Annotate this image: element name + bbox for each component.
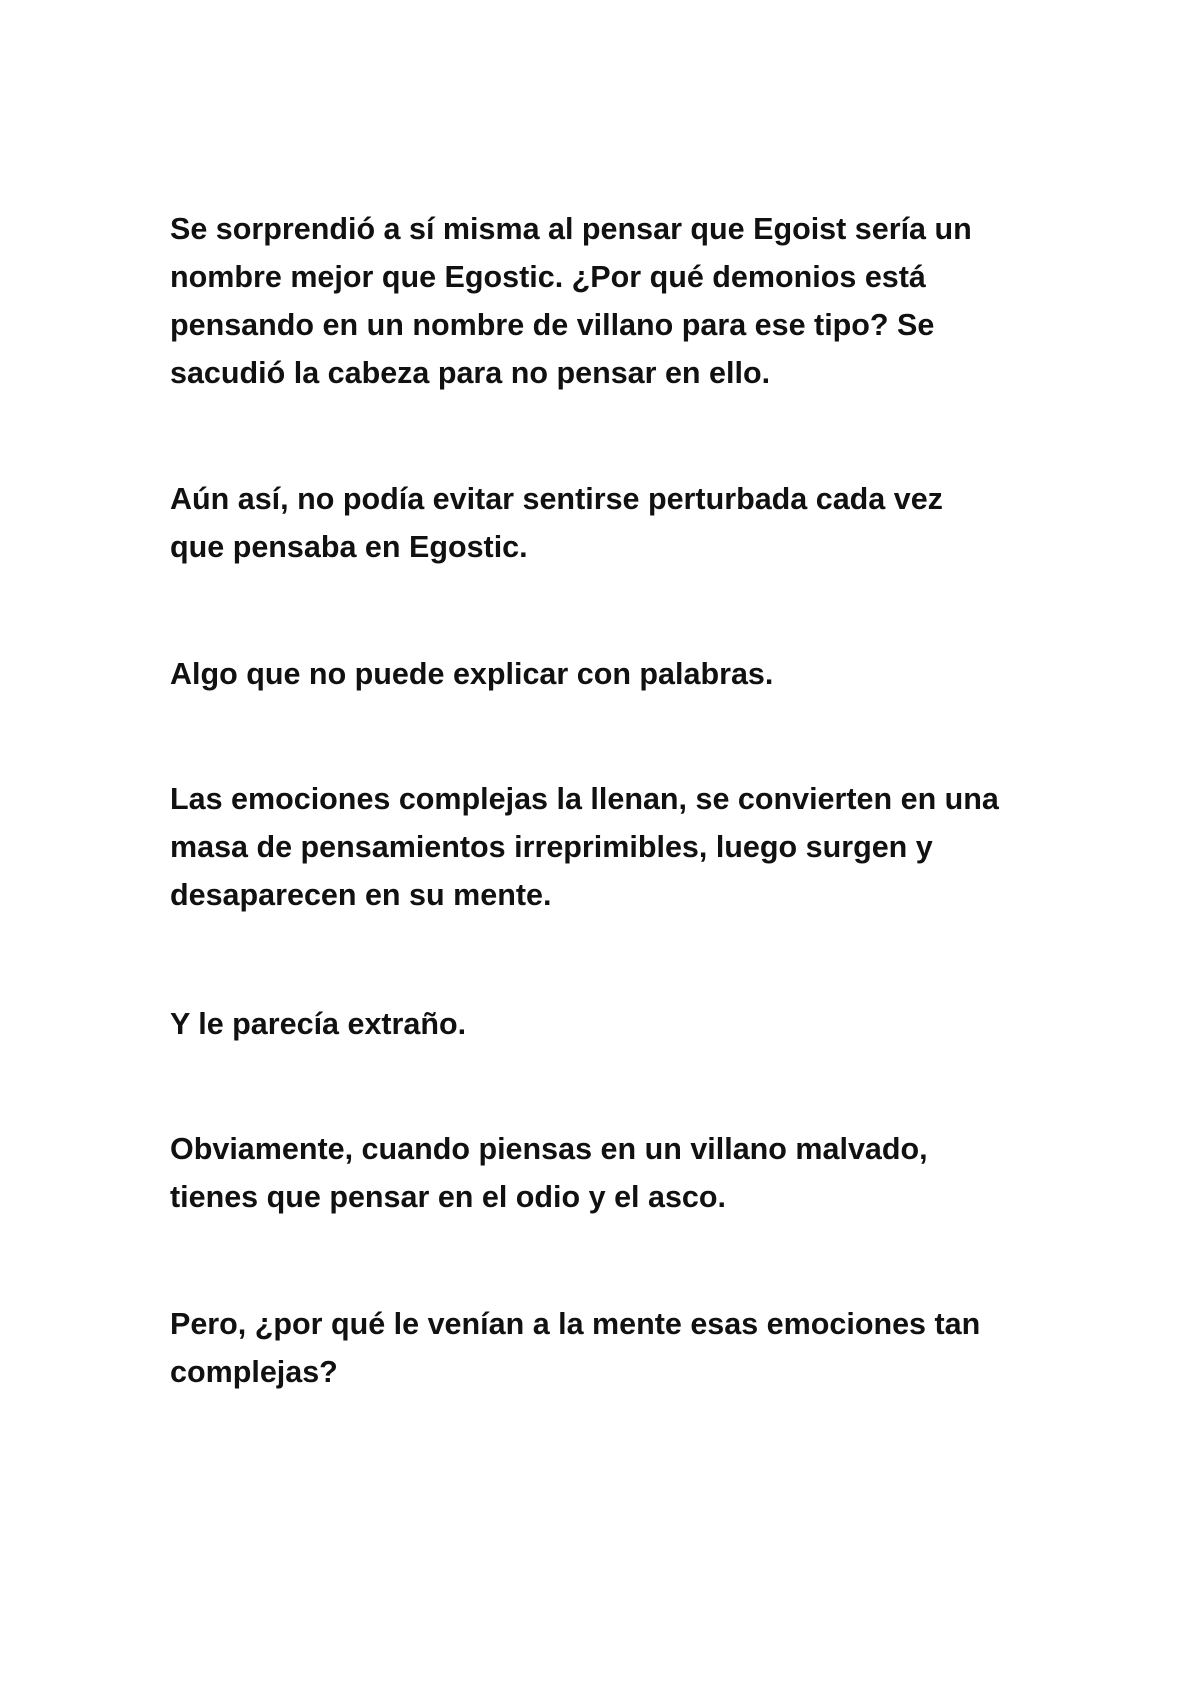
paragraph-4: Las emociones complejas la llenan, se convierten en una masa de pensamientos irreprimibles, luego surgen y desaparecen en su mente.: [170, 782, 999, 912]
paragraph-2: Aún así, no podía evitar sentirse perturbada cada vez que pensaba en Egostic.: [170, 482, 943, 564]
paragraph-6: Obviamente, cuando piensas en un villano malvado, tienes que pensar en el odio y el asco.: [170, 1132, 928, 1214]
paragraph-5: Y le parecía extraño.: [170, 1007, 467, 1041]
paragraph-7: Pero, ¿por qué le venían a la mente esas emociones tan complejas?: [170, 1307, 981, 1389]
paragraph-1: Se sorprendió a sí misma al pensar que Egoist sería un nombre mejor que Egostic. ¿Por qué demonios está pensando en un nombre de villano para ese tipo? Se sacudió la cabeza para no pensar en ello.: [170, 212, 972, 390]
paragraph-3: Algo que no puede explicar con palabras.: [170, 657, 774, 691]
